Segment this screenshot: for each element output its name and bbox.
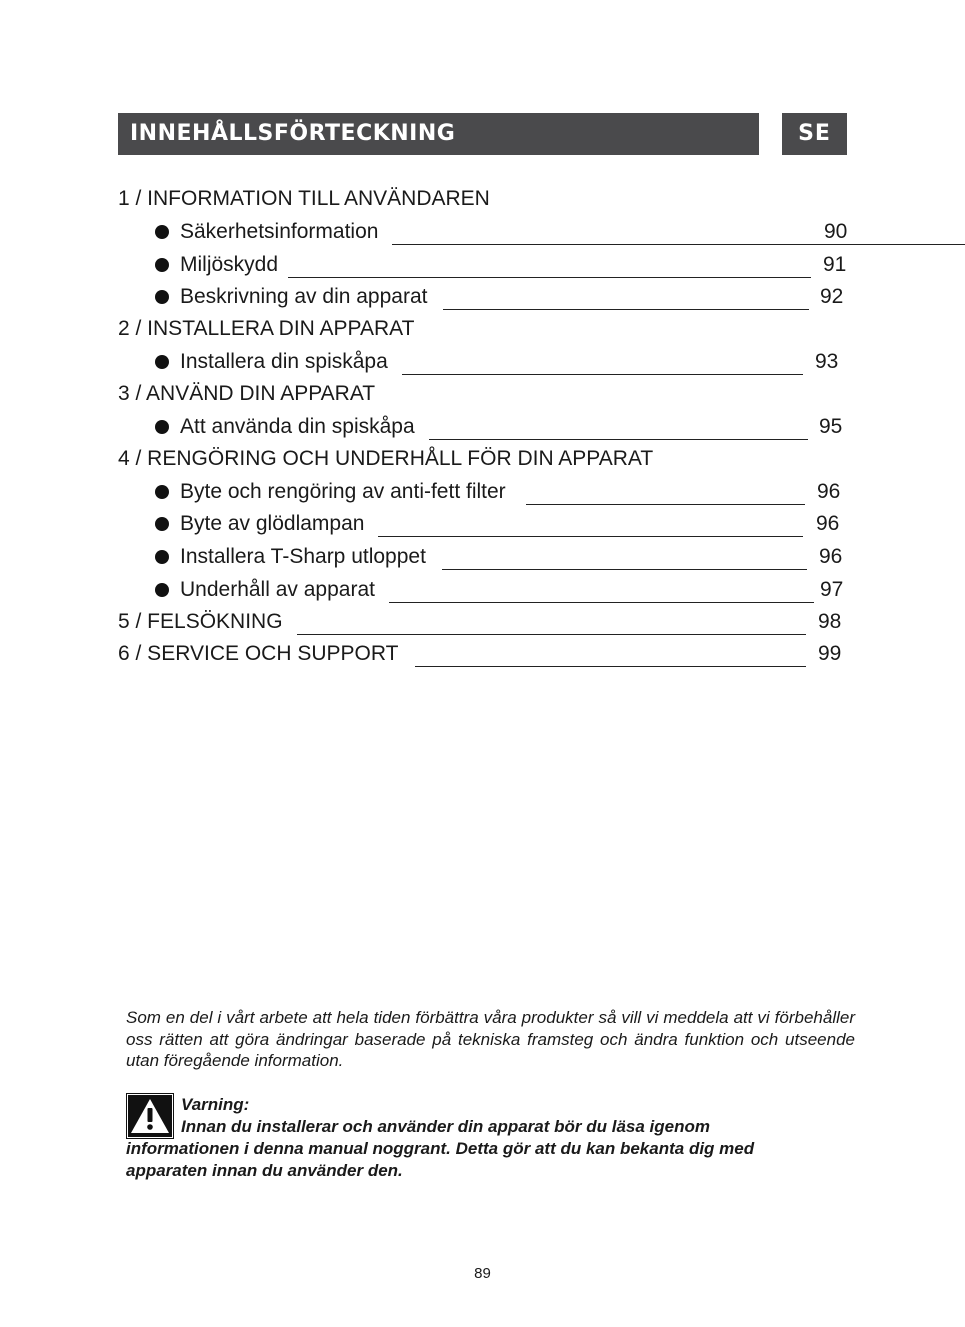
toc-section-label: 3 / ANVÄND DIN APPARAT <box>118 382 376 405</box>
toc-item-8[interactable] <box>155 543 855 571</box>
toc-section-label: 4 / RENGÖRING OCH UNDERHÅLL FÖR DIN APPARAT <box>118 447 654 470</box>
toc-item-page: 92 <box>820 285 844 308</box>
toc-item-label: Installera din spiskåpa <box>180 350 388 373</box>
toc-item-9[interactable] <box>155 576 855 604</box>
toc-item-5[interactable] <box>155 413 855 441</box>
leader-line <box>378 536 803 537</box>
toc-section-label: 6 / SERVICE OCH SUPPORT <box>118 642 399 665</box>
toc-item-label: Miljöskydd <box>180 253 279 276</box>
toc-item-label: Installera T-Sharp utloppet <box>180 545 426 568</box>
warning-title: Varning: <box>181 1095 250 1114</box>
toc-item-2[interactable] <box>155 251 855 279</box>
bullet-icon <box>155 290 169 304</box>
toc-item-page: 96 <box>819 545 843 568</box>
toc-item-label: Byte av glödlampan <box>180 512 365 535</box>
disclaimer-note <box>126 1007 855 1072</box>
warning-line-1: Innan du installerar och använder din apparat bör du läsa igenom <box>181 1117 710 1136</box>
toc-item-label: Byte och rengöring av anti-fett filter <box>180 480 506 503</box>
toc-item-page: 97 <box>820 578 844 601</box>
toc-item-label: Beskrivning av din apparat <box>180 285 428 308</box>
toc-section-5[interactable] <box>118 608 855 636</box>
leader-line <box>415 666 806 667</box>
toc-item-page: 95 <box>819 415 843 438</box>
toc-section-label: 1 / INFORMATION TILL ANVÄNDAREN <box>118 187 490 210</box>
bullet-icon <box>155 485 169 499</box>
toc-item-7[interactable] <box>155 510 855 538</box>
bullet-icon <box>155 355 169 369</box>
bullet-icon <box>155 517 169 531</box>
toc-item-4[interactable] <box>155 348 855 376</box>
toc-section-1 <box>118 185 490 213</box>
toc-section-page: 98 <box>818 610 842 633</box>
language-badge: SE <box>782 113 847 155</box>
bullet-icon <box>155 225 169 239</box>
leader-line <box>288 277 811 278</box>
bullet-icon <box>155 550 169 564</box>
toc-item-page: 90 <box>824 220 848 243</box>
toc-item-label: Säkerhetsinformation <box>180 220 379 243</box>
toc-item-3[interactable] <box>155 283 855 311</box>
warning-line-2: informationen i denna manual noggrant. Detta gör att du kan bekanta dig med <box>126 1139 755 1158</box>
toc-item-page: 96 <box>817 480 841 503</box>
toc-item-page: 96 <box>816 512 840 535</box>
warning-line-3: apparaten innan du använder den. <box>126 1161 403 1180</box>
toc-item-page: 91 <box>823 253 847 276</box>
page-number: 89 <box>474 1265 491 1282</box>
leader-line <box>442 569 807 570</box>
warning-icon <box>126 1093 174 1139</box>
toc-section-2 <box>118 315 414 343</box>
leader-line <box>443 309 809 310</box>
leader-line <box>392 244 965 245</box>
toc-section-6[interactable] <box>118 640 855 668</box>
toc-section-4 <box>118 445 653 473</box>
leader-line <box>429 439 808 440</box>
leader-line <box>526 504 805 505</box>
leader-line <box>389 602 814 603</box>
toc-item-6[interactable] <box>155 478 855 506</box>
toc-section-3 <box>118 380 375 408</box>
leader-line <box>402 374 803 375</box>
toc-item-1[interactable] <box>155 218 855 246</box>
disclaimer-text: Som en del i vårt arbete att hela tiden förbättra våra produkter så vill vi meddela att vi förbehåller oss rätten att göra ändringar baserade på tekniska framsteg och ändra funktion och utseende utan föregående information. <box>126 1008 855 1070</box>
toc-item-page: 93 <box>815 350 839 373</box>
toc-item-label: Att använda din spiskåpa <box>180 415 415 438</box>
toc-item-label: Underhåll av apparat <box>180 578 375 601</box>
toc-section-label: 2 / INSTALLERA DIN APPARAT <box>118 317 415 340</box>
toc-section-label: 5 / FELSÖKNING <box>118 610 283 633</box>
bullet-icon <box>155 420 169 434</box>
bullet-icon <box>155 583 169 597</box>
bullet-icon <box>155 258 169 272</box>
toc-title-bar: INNEHÅLLSFÖRTECKNING <box>118 113 759 155</box>
leader-line <box>297 634 806 635</box>
toc-section-page: 99 <box>818 642 842 665</box>
